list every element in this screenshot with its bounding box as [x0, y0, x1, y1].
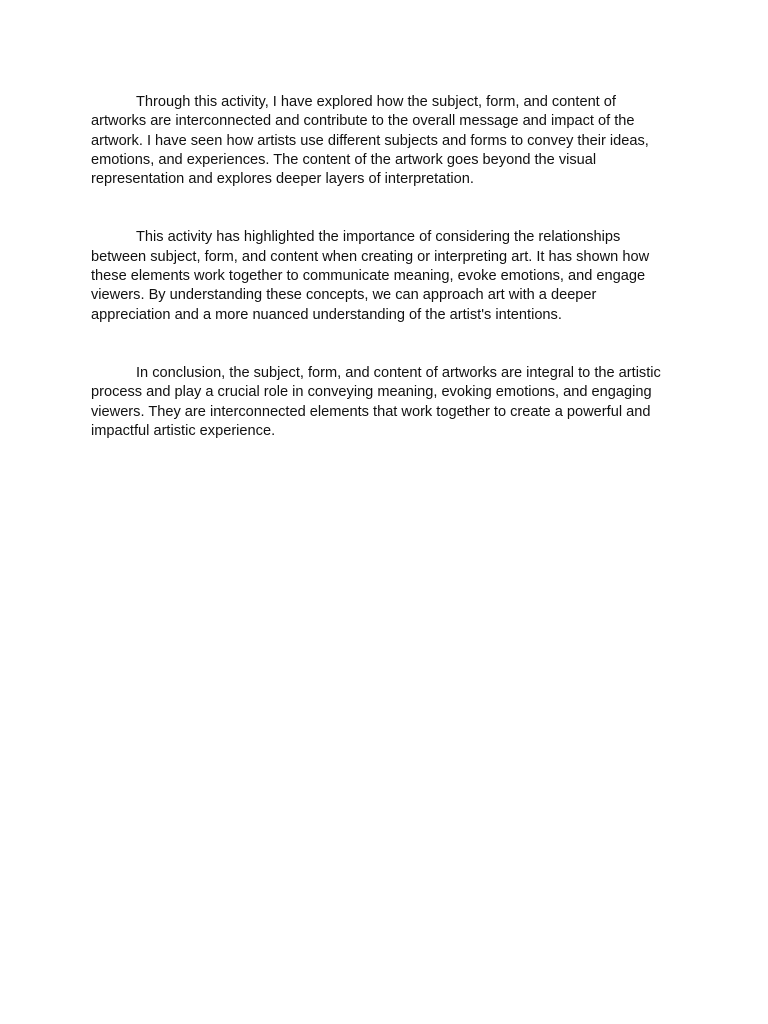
paragraph-conclusion: In conclusion, the subject, form, and content of artworks are integral to the artistic process and play a crucial role in conveying meaning, evoking emotions, and engaging viewers. They are interconnected elements that work together to create a powerful and impactful artistic experience. — [91, 364, 661, 439]
document-body — [91, 93, 683, 441]
paragraph-exploration: Through this activity, I have explored how the subject, form, and content of artworks are interconnected and contribute to the overall message and impact of the artwork. I have seen how artists use different subjects and forms to convey their ideas, emotions, and experiences. The content of the artwork goes beyond the visual representation and explores deeper layers of interpretation. — [91, 94, 649, 188]
paragraph-importance: This activity has highlighted the importance of considering the relationships between subject, form, and content when creating or interpreting art. It has shown how these elements work together to communicate meaning, evoke emotions, and engage viewers. By understanding these concepts, we can approach art with a deeper appreciation and a more nuanced understanding of the artist's intentions. — [91, 229, 650, 323]
